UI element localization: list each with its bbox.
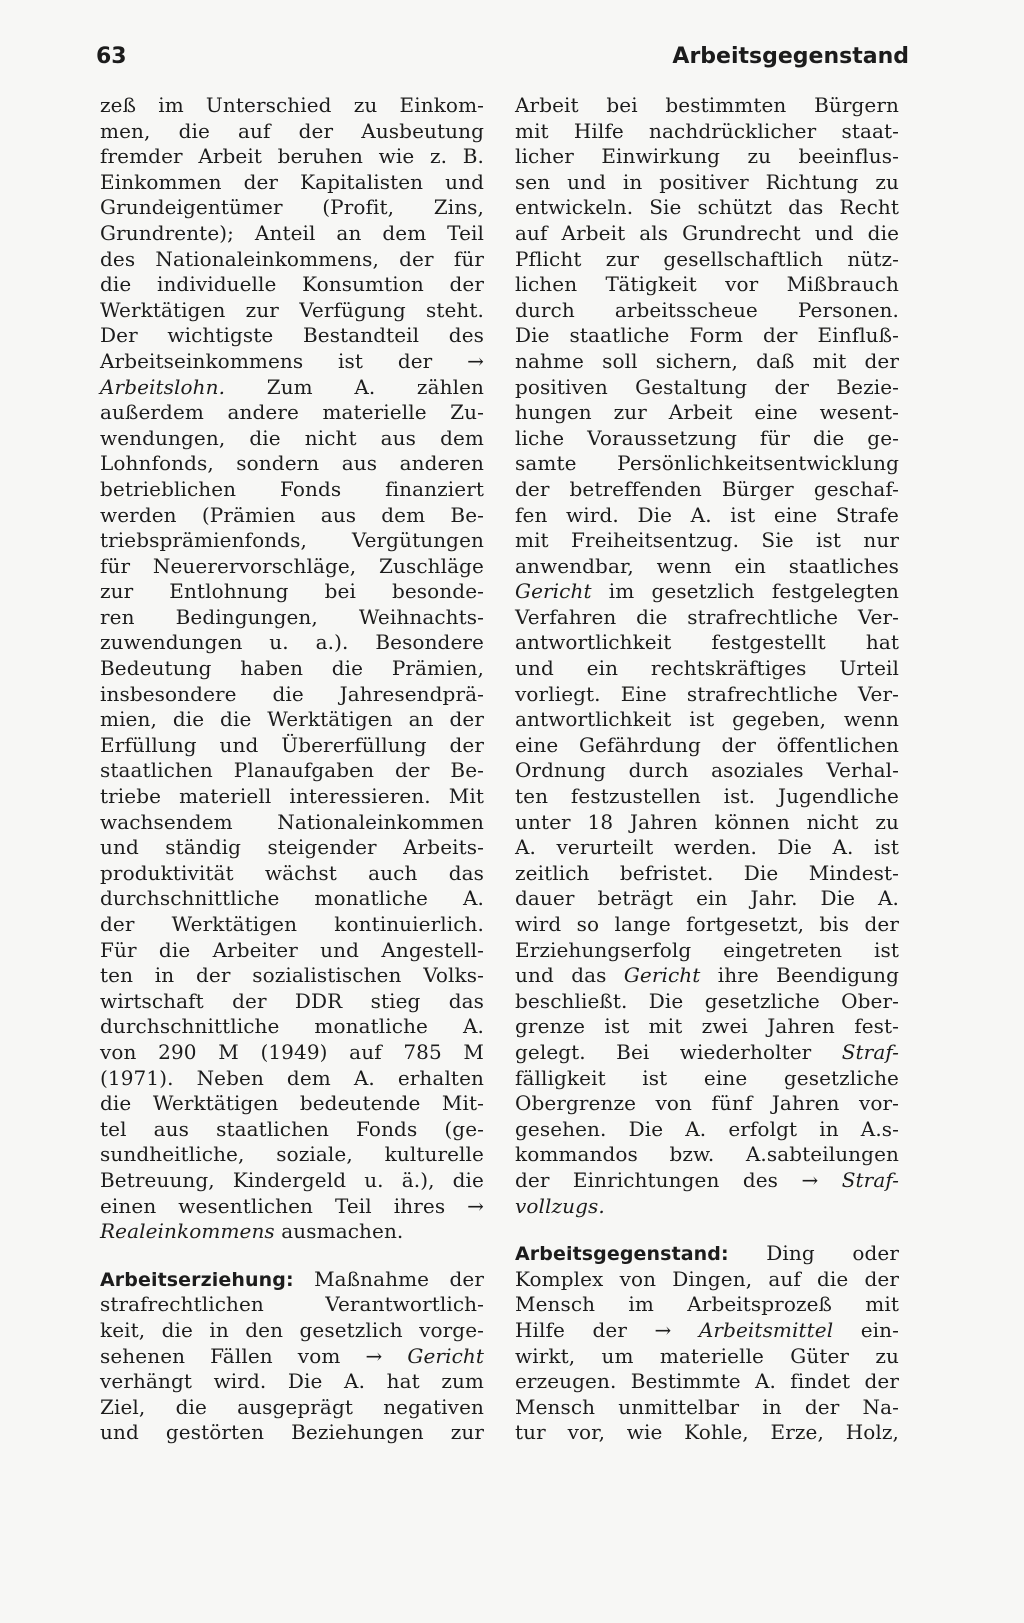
line-text: vorliegt. Eine strafrechtliche Ver- xyxy=(515,681,899,706)
text-line xyxy=(100,144,484,170)
text-line xyxy=(515,1014,899,1040)
line-text: grenze ist mit zwei Jahren fest- xyxy=(515,1014,899,1039)
text-line xyxy=(515,861,899,887)
text-line xyxy=(100,1066,484,1092)
text-line xyxy=(515,119,899,145)
line-text: tur vor, wie Kohle, Erze, Holz, xyxy=(515,1420,899,1445)
line-text: Für die Arbeiter und Angestell- xyxy=(100,937,484,962)
line-text: gesehen. Die A. erfolgt in A.s- xyxy=(515,1116,899,1141)
line-text: antwortlichkeit ist gegeben, wenn xyxy=(515,707,899,732)
text-line xyxy=(515,630,899,656)
text-line xyxy=(100,1267,484,1293)
text-line xyxy=(515,221,899,247)
text-line xyxy=(100,963,484,989)
text-line xyxy=(100,758,484,784)
text-line xyxy=(515,554,899,580)
text-line xyxy=(100,503,484,529)
line-text: Erfüllung und Übererfüllung der xyxy=(100,732,484,757)
line-text: Verfahren die strafrechtliche Ver- xyxy=(515,604,899,629)
line-text: mien, die die Werktätigen an der xyxy=(100,707,484,732)
line-text: Mensch im Arbeitsprozeß mit xyxy=(515,1292,899,1317)
line-text: wird so lange fortgesetzt, bis der xyxy=(515,912,899,936)
text-line xyxy=(100,707,484,733)
running-head: Arbeitsgegenstand xyxy=(672,44,909,69)
entry-keyword: Arbeitserziehung: xyxy=(100,1268,294,1291)
text-line xyxy=(515,349,899,375)
line-text: Komplex von Dingen, auf die der xyxy=(515,1266,899,1291)
text-line xyxy=(100,1194,484,1220)
line-text: Arbeitslohn. Zum A. zählen xyxy=(100,374,484,399)
text-line xyxy=(515,298,899,324)
text-line xyxy=(515,579,899,605)
line-text: Pflicht zur gesellschaftlich nütz- xyxy=(515,246,899,271)
line-text: Obergrenze von fünf Jahren vor- xyxy=(515,1091,899,1116)
right-column xyxy=(515,93,899,1446)
text-line xyxy=(100,1091,484,1117)
text-line xyxy=(100,1292,484,1318)
line-text: für Neuerervorschläge, Zuschläge xyxy=(100,553,484,578)
line-text: Grundeigentümer (Profit, Zins, xyxy=(100,195,484,220)
text-line xyxy=(100,170,484,196)
text-line xyxy=(515,144,899,170)
line-text: der Werktätigen kontinuierlich. xyxy=(100,912,484,936)
text-line xyxy=(100,426,484,452)
line-text: unter 18 Jahren können nicht zu xyxy=(515,809,899,834)
text-line xyxy=(100,630,484,656)
text-line xyxy=(100,477,484,503)
text-line xyxy=(100,938,484,964)
line-text: fen wird. Die A. ist eine Strafe xyxy=(515,502,899,527)
text-line xyxy=(100,1219,484,1245)
text-line xyxy=(100,1420,484,1446)
line-text: Ziel, die ausgeprägt negativen xyxy=(100,1394,484,1419)
text-line xyxy=(515,784,899,810)
line-text: wirkt, um materielle Güter zu xyxy=(515,1343,899,1368)
line-text: ren Bedingungen, Weihnachts- xyxy=(100,604,484,629)
line-text: die individuelle Konsumtion der xyxy=(100,272,484,297)
line-text: Bedeutung haben die Prämien, xyxy=(100,656,484,681)
line-text: Mensch unmittelbar in der Na- xyxy=(515,1394,899,1419)
text-line xyxy=(100,1318,484,1344)
entry-arbeitsgegenstand xyxy=(515,1241,899,1446)
text-line xyxy=(100,1014,484,1040)
line-text: lichen Tätigkeit vor Mißbrauch xyxy=(515,272,899,297)
text-line xyxy=(100,1040,484,1066)
text-line xyxy=(100,1117,484,1143)
entry-keyword: Arbeitsgegenstand: xyxy=(515,1243,729,1266)
text-line xyxy=(515,1168,899,1194)
text-line xyxy=(515,1344,899,1370)
line-text: wendungen, die nicht aus dem xyxy=(100,425,484,450)
text-line xyxy=(515,1194,899,1220)
text-line xyxy=(100,784,484,810)
text-line xyxy=(100,835,484,861)
line-text: entwickeln. Sie schützt das Recht xyxy=(515,195,899,220)
text-line xyxy=(100,989,484,1015)
line-text: betrieblichen Fonds finanziert xyxy=(100,476,484,501)
line-text: nahme soll sichern, daß mit der xyxy=(515,348,899,373)
text-line xyxy=(515,1369,899,1395)
line-text: eine Gefährdung der öffentlichen xyxy=(515,732,899,757)
line-text: ten in der sozialistischen Volks- xyxy=(100,963,484,988)
line-text: der Einrichtungen des → Straf- xyxy=(515,1167,899,1192)
line-text: strafrechtlichen Verantwortlich- xyxy=(100,1292,484,1317)
text-line xyxy=(515,528,899,554)
text-line xyxy=(100,119,484,145)
line-text: men, die auf der Ausbeutung xyxy=(100,118,484,143)
line-text: Erziehungserfolg eingetreten ist xyxy=(515,937,899,962)
entry-arbeitserziehung xyxy=(100,1267,484,1446)
line-text: von 290 M (1949) auf 785 M xyxy=(100,1039,484,1064)
text-line xyxy=(515,451,899,477)
line-text: mit Freiheitsentzug. Sie ist nur xyxy=(515,528,899,553)
line-text: wirtschaft der DDR stieg das xyxy=(100,988,484,1013)
line-text: sundheitliche, soziale, kulturelle xyxy=(100,1142,484,1167)
line-text: Einkommen der Kapitalisten und xyxy=(100,169,484,194)
line-text: dauer beträgt ein Jahr. Die A. xyxy=(515,886,899,911)
text-line xyxy=(100,528,484,554)
line-text: Realeinkommens ausmachen. xyxy=(100,1219,404,1244)
text-line xyxy=(100,349,484,375)
line-text: licher Einwirkung zu beeinflus- xyxy=(515,144,899,169)
line-text: samte Persönlichkeitsentwicklung xyxy=(515,451,899,476)
text-line xyxy=(515,886,899,912)
line-text: Ding oder xyxy=(766,1241,899,1266)
text-line xyxy=(515,400,899,426)
line-text: Die staatliche Form der Einfluß- xyxy=(515,323,899,348)
line-text: auf Arbeit als Grundrecht und die xyxy=(515,220,899,245)
line-text: Arbeit bei bestimmten Bürgern xyxy=(515,93,899,117)
line-text: und das Gericht ihre Beendigung xyxy=(515,963,899,988)
text-line xyxy=(515,682,899,708)
text-line xyxy=(100,195,484,221)
text-line xyxy=(515,1241,899,1267)
text-line xyxy=(100,886,484,912)
text-line xyxy=(100,579,484,605)
text-line xyxy=(515,1318,899,1344)
line-text: triebe materiell interessieren. Mit xyxy=(100,784,484,809)
text-line xyxy=(515,1117,899,1143)
text-line xyxy=(100,682,484,708)
text-line xyxy=(515,195,899,221)
line-text: einen wesentlichen Teil ihres → xyxy=(100,1193,484,1218)
line-text: fremder Arbeit beruhen wie z. B. xyxy=(100,144,484,169)
text-line xyxy=(515,323,899,349)
line-text: gelegt. Bei wiederholter Straf- xyxy=(515,1039,899,1064)
page-number: 63 xyxy=(96,44,127,69)
line-text: werden (Prämien aus dem Be- xyxy=(100,502,484,527)
text-line xyxy=(515,989,899,1015)
text-line xyxy=(100,298,484,324)
text-line xyxy=(100,1369,484,1395)
text-line xyxy=(515,1420,899,1446)
line-text: die Werktätigen bedeutende Mit- xyxy=(100,1091,484,1116)
text-line xyxy=(515,1395,899,1421)
line-text: erzeugen. Bestimmte A. findet der xyxy=(515,1369,899,1394)
text-line xyxy=(515,835,899,861)
line-text: Grundrente); Anteil an dem Teil xyxy=(100,220,484,245)
line-text: zeitlich befristet. Die Mindest- xyxy=(515,860,899,885)
text-line xyxy=(100,221,484,247)
line-text: Werktätigen zur Verfügung steht. xyxy=(100,297,484,322)
line-text: Ordnung durch asoziales Verhal- xyxy=(515,758,899,783)
line-text: Der wichtigste Bestandteil des xyxy=(100,323,484,348)
text-line xyxy=(515,1091,899,1117)
line-text: kommandos bzw. A.sabteilungen xyxy=(515,1142,899,1167)
line-text: beschließt. Die gesetzliche Ober- xyxy=(515,988,899,1013)
text-line xyxy=(515,707,899,733)
line-text: (1971). Neben dem A. erhalten xyxy=(100,1065,484,1090)
text-line xyxy=(515,272,899,298)
text-line xyxy=(100,1168,484,1194)
text-line xyxy=(100,861,484,887)
text-line xyxy=(100,1344,484,1370)
text-line xyxy=(100,272,484,298)
line-text: Lohnfonds, sondern aus anderen xyxy=(100,451,484,476)
line-text: liche Voraussetzung für die ge- xyxy=(515,425,899,450)
line-text: positiven Gestaltung der Bezie- xyxy=(515,374,899,399)
line-text: zuwendungen u. a.). Besondere xyxy=(100,630,484,655)
line-text: zur Entlohnung bei besonde- xyxy=(100,579,484,604)
line-text: Arbeitseinkommens ist der → xyxy=(100,348,484,373)
line-text: außerdem andere materielle Zu- xyxy=(100,400,484,425)
text-line xyxy=(515,1267,899,1293)
entry-gap xyxy=(515,1219,899,1241)
line-text: produktivität wächst auch das xyxy=(100,860,484,885)
text-line xyxy=(515,1066,899,1092)
text-line xyxy=(515,1292,899,1318)
line-text: vollzugs. xyxy=(515,1193,605,1218)
line-text: A. verurteilt werden. Die A. ist xyxy=(515,835,899,860)
text-line xyxy=(100,375,484,401)
line-text: durchschnittliche monatliche A. xyxy=(100,886,484,911)
text-line xyxy=(100,1395,484,1421)
entry-gap xyxy=(100,1245,484,1267)
line-text: antwortlichkeit festgestellt hat xyxy=(515,630,899,655)
text-line xyxy=(515,963,899,989)
line-text: wachsendem Nationaleinkommen xyxy=(100,809,484,834)
text-line xyxy=(100,605,484,631)
text-line xyxy=(515,912,899,938)
line-text: des Nationaleinkommens, der für xyxy=(100,246,484,271)
line-text: Hilfe der → Arbeitsmittel ein- xyxy=(515,1317,899,1342)
text-line xyxy=(100,733,484,759)
line-text: triebsprämienfonds, Vergütungen xyxy=(100,528,484,553)
text-line xyxy=(515,605,899,631)
line-text: verhängt wird. Die A. hat zum xyxy=(100,1369,484,1394)
line-text: fälligkeit ist eine gesetzliche xyxy=(515,1065,899,1090)
text-line xyxy=(515,375,899,401)
text-line xyxy=(100,912,484,938)
text-line xyxy=(515,656,899,682)
text-line xyxy=(100,554,484,580)
line-text: Gericht im gesetzlich festgelegten xyxy=(515,579,899,604)
text-line xyxy=(100,400,484,426)
text-line xyxy=(515,1142,899,1168)
text-line xyxy=(100,247,484,273)
line-text: sehenen Fällen vom → Gericht xyxy=(100,1343,484,1368)
left-column xyxy=(100,93,484,1446)
line-text: hungen zur Arbeit eine wesent- xyxy=(515,400,899,425)
line-text: Maßnahme der xyxy=(314,1266,484,1291)
line-text: keit, die in den gesetzlich vorge- xyxy=(100,1317,484,1342)
text-line xyxy=(100,810,484,836)
text-line xyxy=(515,247,899,273)
text-line xyxy=(515,503,899,529)
line-text: staatlichen Planaufgaben der Be- xyxy=(100,758,484,783)
text-line xyxy=(100,1142,484,1168)
text-line xyxy=(515,938,899,964)
text-line xyxy=(515,93,899,119)
line-text: ten festzustellen ist. Jugendliche xyxy=(515,784,899,809)
line-text: anwendbar, wenn ein staatliches xyxy=(515,553,899,578)
text-line xyxy=(100,656,484,682)
line-text: Betreuung, Kindergeld u. ä.), die xyxy=(100,1167,484,1192)
line-text: und ständig steigender Arbeits- xyxy=(100,835,484,860)
line-text: und ein rechtskräftiges Urteil xyxy=(515,656,899,681)
text-line xyxy=(100,451,484,477)
text-line xyxy=(100,93,484,119)
line-text: tel aus staatlichen Fonds (ge- xyxy=(100,1116,484,1141)
right-column-text xyxy=(515,93,899,1219)
text-line xyxy=(515,758,899,784)
text-line xyxy=(515,477,899,503)
text-line xyxy=(515,733,899,759)
left-column-text xyxy=(100,93,484,1245)
line-text: sen und in positiver Richtung zu xyxy=(515,169,899,194)
line-text: mit Hilfe nachdrücklicher staat- xyxy=(515,118,899,143)
text-line xyxy=(515,170,899,196)
line-text: durchschnittliche monatliche A. xyxy=(100,1014,484,1039)
line-text: insbesondere die Jahresendprä- xyxy=(100,681,484,706)
text-line xyxy=(100,323,484,349)
line-text: durch arbeitsscheue Personen. xyxy=(515,297,899,322)
line-text: zeß im Unterschied zu Einkom- xyxy=(100,93,484,117)
text-line xyxy=(515,426,899,452)
line-text: und gestörten Beziehungen zur xyxy=(100,1420,484,1445)
line-text: der betreffenden Bürger geschaf- xyxy=(515,476,899,501)
text-line xyxy=(515,810,899,836)
text-line xyxy=(515,1040,899,1066)
